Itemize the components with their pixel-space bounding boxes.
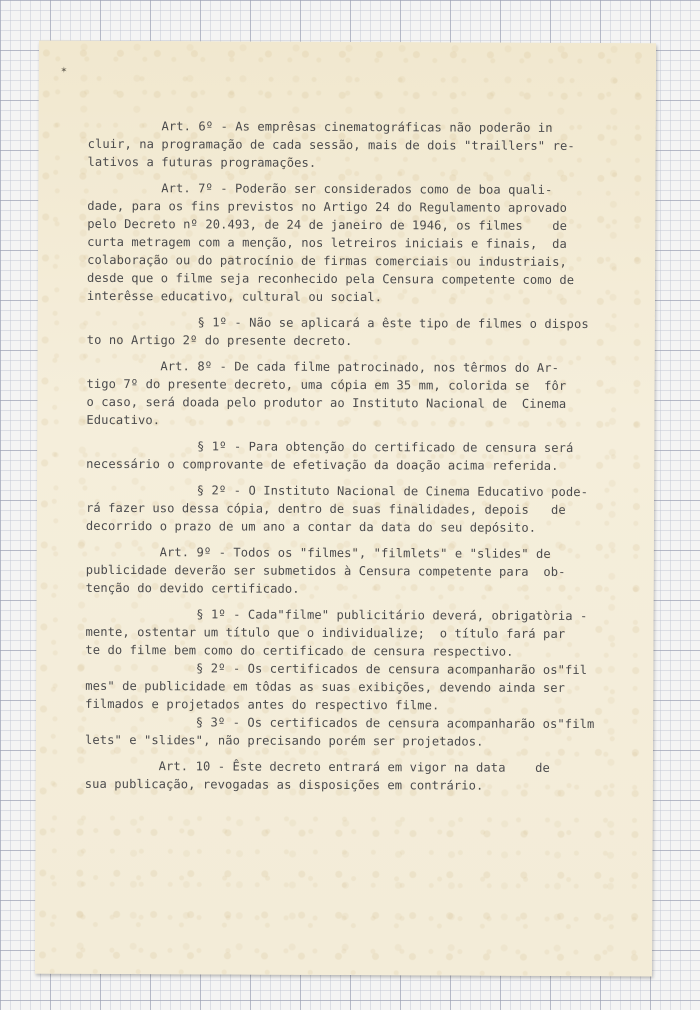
paragraph xyxy=(85,757,605,795)
text-line: § 1º - Cada"filme" publicitário deverá, obrigatòria - xyxy=(85,606,588,624)
text-line: interêsse educativo, cultural ou social. xyxy=(86,288,383,305)
text-line: Art. 10 - Êste decreto entrará em vigor na data de xyxy=(84,758,550,775)
text-line: Art. 7º - Poderão ser considerados como de boa quali- xyxy=(87,180,553,197)
text-line: decorrido o prazo de um ano a contar da data do seu depósito. xyxy=(85,518,537,535)
text-line: pelo Decreto nº 20.493, de 24 de janeiro de 1946, os filmes de xyxy=(87,216,568,233)
text-line: filmados e projetados antes do respectivo filme. xyxy=(85,696,440,713)
corner-mark: ✶ xyxy=(60,64,67,76)
paragraph xyxy=(87,179,608,307)
text-line: necessário o comprovante de efetivação da doação acima referida. xyxy=(86,456,559,473)
text-line: tigo 7º do presente decreto, uma cópia em 35 mm, colorida se fôr xyxy=(86,376,567,393)
document-body xyxy=(85,117,608,795)
text-line: Art. 8º - De cada filme patrocinado, nos têrmos do Ar- xyxy=(86,358,560,375)
text-line: sua publicação, revogadas as disposições em contrário. xyxy=(84,776,484,793)
text-line: Art. 6º - As emprêsas cinematográficas não poderão in xyxy=(87,118,553,135)
text-line: colaboração ou do patrocínio de firmas comerciais ou industriais, xyxy=(87,252,567,269)
text-line: mente, ostentar um título que o individualize; o título fará par xyxy=(85,624,566,641)
text-line: § 2º - Os certificados de censura acompanharão os"fil xyxy=(85,660,588,678)
paragraph xyxy=(86,543,606,599)
text-line: § 2º - O Instituto Nacional de Cinema Educativo pode- xyxy=(86,482,589,500)
text-line: § 1º - Não se aplicará a êste tipo de filmes o dispos xyxy=(86,314,589,332)
paragraph xyxy=(87,313,607,351)
text-line: mes" de publicidade em tôdas as suas exibições, devendo ainda ser xyxy=(85,678,566,695)
text-line: tenção do devido certificado. xyxy=(85,580,300,596)
typewritten-page xyxy=(35,41,656,977)
text-line: desde que o filme seja reconhecido pela Censura competente como de xyxy=(86,270,575,287)
text-line: te do filme bem como do certificado de censura respectivo. xyxy=(85,642,514,659)
text-line: rá fazer uso dessa cópia, dentro de suas finalidades, depois de xyxy=(85,500,566,517)
text-line: § 3º - Os certificados de censura acompanharão os"film xyxy=(85,714,595,732)
paragraph xyxy=(86,357,606,431)
paragraph xyxy=(87,117,607,173)
text-line: to no Artigo 2º do presente decreto. xyxy=(86,332,353,349)
text-line: Art. 9º - Todos os "filmes", "filmlets" e "slides" de xyxy=(85,544,551,561)
text-line: Educativo. xyxy=(86,412,161,428)
text-line: curta metragem com a menção, nos letreiros iniciais e finais, da xyxy=(87,234,567,251)
paragraph xyxy=(86,437,606,475)
text-line: dade, para os fins previstos no Artigo 24 do Regulamento aprovado xyxy=(87,198,568,215)
text-line: § 1º - Para obtenção do certificado de censura será xyxy=(86,438,574,455)
paragraph xyxy=(86,481,606,537)
text-line: o caso, será doada pelo produtor ao Instituto Nacional de Cinema xyxy=(86,394,567,411)
text-line: cluir, na programação de cada sessão, mais de dois "traillers" re- xyxy=(87,136,575,153)
text-line: lativos a futuras programações. xyxy=(87,154,317,170)
text-line: publicidade deverão ser submetidos à Censura competente para ob- xyxy=(85,562,566,579)
paragraph xyxy=(85,605,606,751)
text-line: lets" e "slides", não precisando porém ser projetados. xyxy=(84,732,484,749)
